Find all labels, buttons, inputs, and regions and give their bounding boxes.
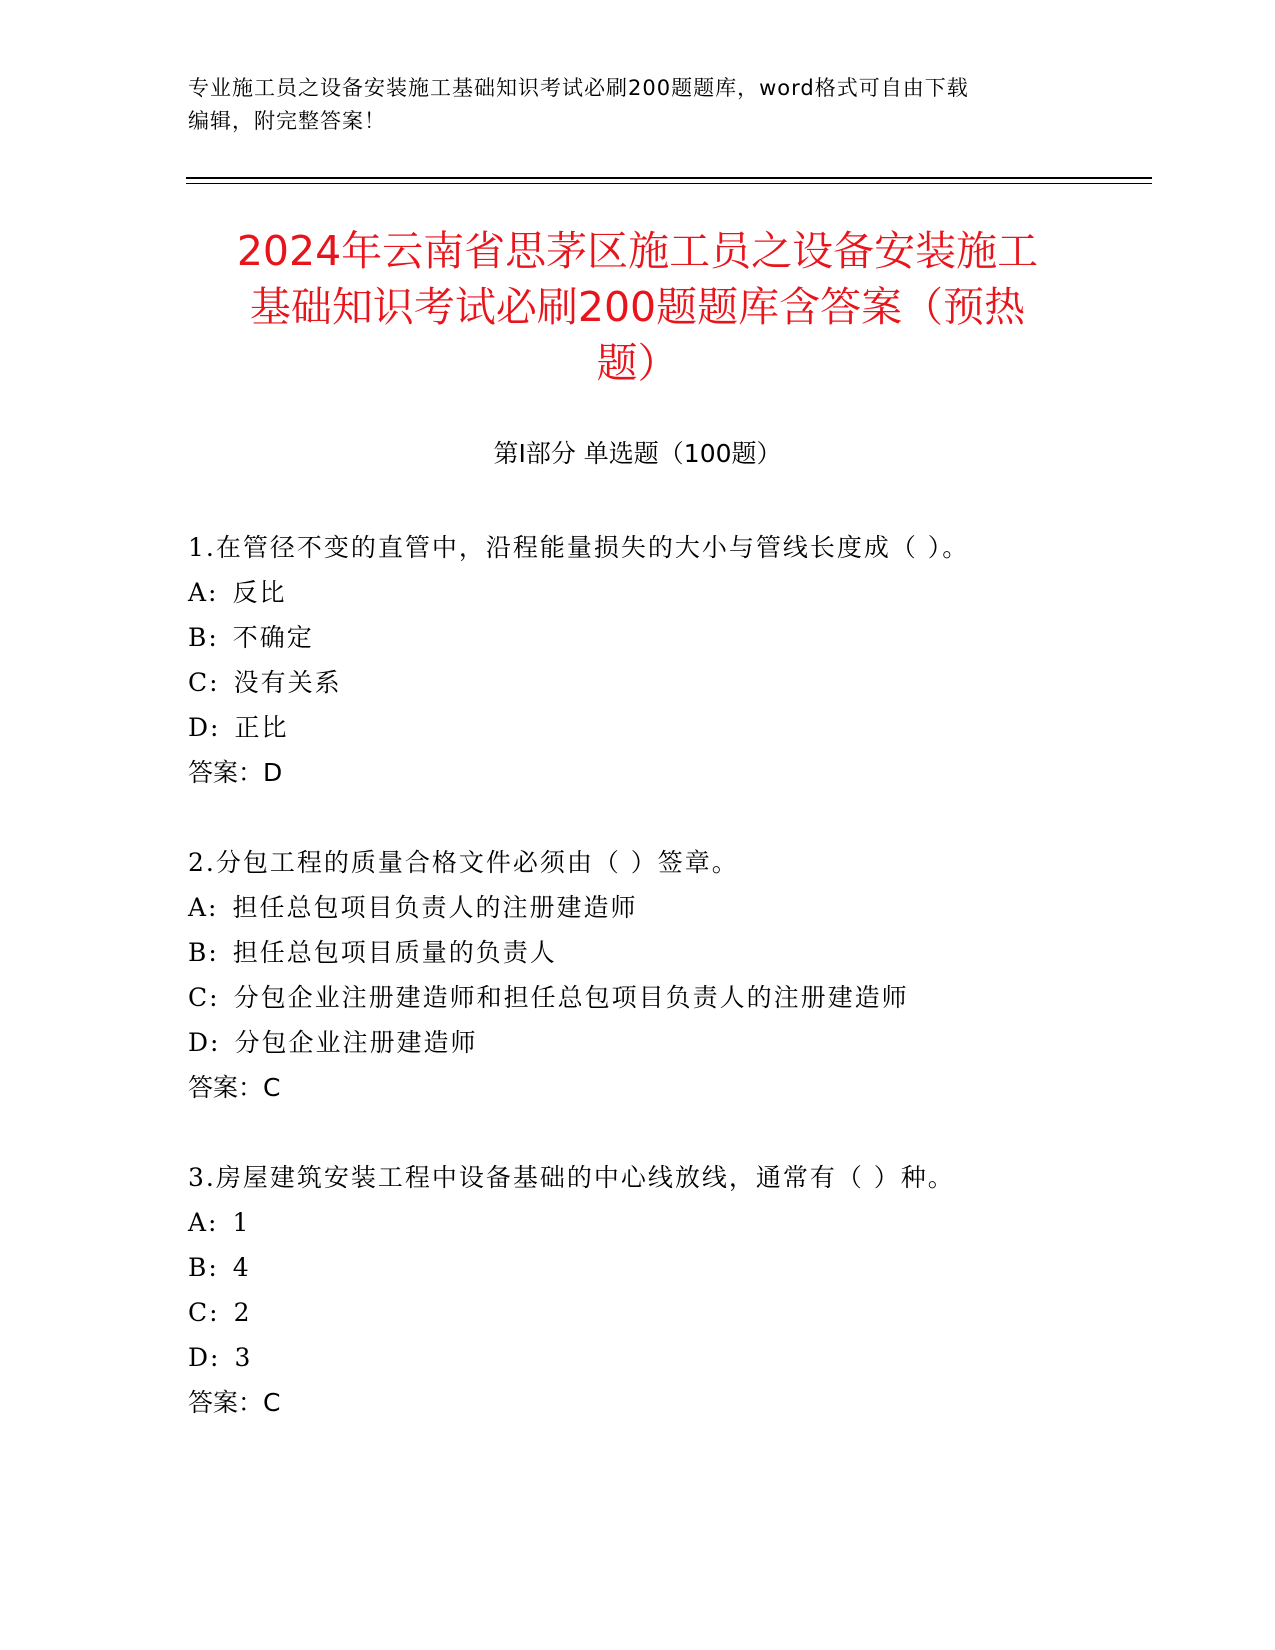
option-c	[188, 975, 1148, 1020]
question-stem: 3.房屋建筑安装工程中设备基础的中心线放线，通常有（ ）种。	[188, 1163, 955, 1192]
option-d	[188, 705, 1148, 750]
option-letter: D:	[188, 713, 221, 742]
option-letter: C:	[188, 668, 220, 697]
option-text: 担任总包项目质量的负责人	[232, 938, 557, 967]
header-note-line-1: 专业施工员之设备安装施工基础知识考试必刷200题题库，word格式可自由下载	[188, 76, 969, 100]
option-text: 2	[233, 1298, 252, 1327]
document-title-line-2: 基础知识考试必刷200题题库含答案（预热	[249, 283, 1026, 331]
question-stem: 1.在管径不变的直管中，沿程能量损失的大小与管线长度成（ ）。	[188, 533, 970, 562]
document-title-line-1: 2024年云南省思茅区施工员之设备安装施工	[236, 227, 1039, 275]
option-text: 4	[232, 1253, 251, 1282]
header-divider-thick	[186, 177, 1152, 179]
option-d	[188, 1020, 1148, 1065]
option-letter: A:	[188, 578, 219, 607]
option-text: 没有关系	[233, 668, 342, 697]
option-text: 3	[234, 1343, 253, 1372]
document-title-line-3: 题）	[596, 339, 679, 387]
option-d	[188, 1335, 1148, 1380]
section-title: 第Ⅰ部分 单选题（100题）	[493, 439, 782, 468]
option-letter: C:	[188, 1298, 220, 1327]
option-a	[188, 885, 1148, 930]
question-2	[188, 840, 1148, 1110]
option-letter: B:	[188, 623, 219, 652]
answer-line: 答案：C	[188, 1388, 281, 1417]
option-text: 担任总包项目负责人的注册建造师	[232, 893, 638, 922]
question-3	[188, 1155, 1148, 1425]
option-letter: C:	[188, 983, 220, 1012]
header-note-line-2: 编辑，附完整答案！	[188, 109, 386, 133]
option-c	[188, 1290, 1148, 1335]
option-b	[188, 615, 1148, 660]
header-divider-thin	[186, 183, 1152, 184]
option-letter: A:	[188, 1208, 219, 1237]
option-letter: A:	[188, 893, 219, 922]
answer-line: 答案：D	[188, 758, 283, 787]
option-text: 反比	[232, 578, 287, 607]
option-a	[188, 1200, 1148, 1245]
question-list	[188, 525, 1148, 1470]
option-text: 分包企业注册建造师和担任总包项目负责人的注册建造师	[233, 983, 909, 1012]
option-letter: D:	[188, 1028, 221, 1057]
option-text: 分包企业注册建造师	[234, 1028, 478, 1057]
answer-line: 答案：C	[188, 1073, 281, 1102]
option-b	[188, 1245, 1148, 1290]
option-letter: B:	[188, 1253, 219, 1282]
question-stem: 2.分包工程的质量合格文件必须由（ ）签章。	[188, 848, 739, 877]
option-c	[188, 660, 1148, 705]
option-letter: B:	[188, 938, 219, 967]
header-note	[188, 72, 1088, 138]
question-1	[188, 525, 1148, 795]
option-text: 正比	[234, 713, 289, 742]
option-text: 不确定	[232, 623, 314, 652]
option-text: 1	[232, 1208, 251, 1237]
option-b	[188, 930, 1148, 975]
option-a	[188, 570, 1148, 615]
document-title	[150, 223, 1125, 391]
option-letter: D:	[188, 1343, 221, 1372]
